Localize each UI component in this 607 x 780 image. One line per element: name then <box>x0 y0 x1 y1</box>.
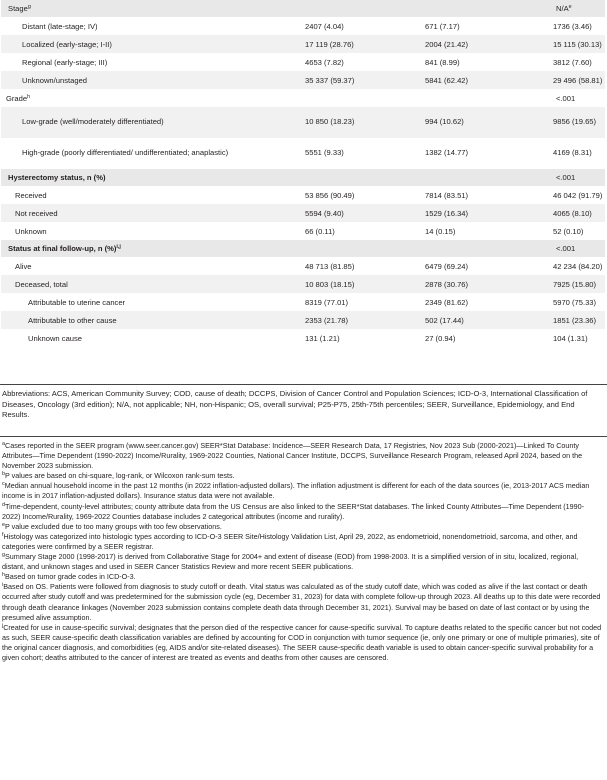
table-row <box>1 204 605 222</box>
group2-value: 52 (0.10) <box>553 226 584 236</box>
footnote-d: $^d$Time-dependent, county-level attributes; county attribute data from the US Census are also linked to the SEER*Stat databases. The linked County Attributes—Time Dependent (1990-2022) Income/Rurality, 1969-2022 Counties database includes 2 categorical attributes (income and rurality). <box>2 501 585 521</box>
row-label: Attributable to other cause <box>1 311 305 329</box>
characteristics-table <box>1 0 605 347</box>
group2-value: 7925 (15.80) <box>553 275 605 293</box>
total-value: 48 713 (81.85) <box>305 261 355 271</box>
grade-footnote-mark: h <box>27 93 31 100</box>
group2-value: 3812 (7.60) <box>553 57 592 67</box>
footnote-a: $^a$Cases reported in the SEER program (www.seer.cancer.gov) SEER*Stat Database: Incidence—SEER Research Data, 17 Registries, Nov 2023 Sub (2000-2021)—Linked To County Attributes—Time Dependent (1990-2022) Income/Rurality, 1969-2022 Counties, National Cancer Institute, DCCPS, Surveillance Research Program, released April 2024, based on the November 2023 submission. <box>2 441 583 471</box>
footnote-e: $^e$P value excluded due to too many groups with too few observations. <box>2 521 222 531</box>
grade-header-row <box>1 89 605 107</box>
footnote-j: $^j$Created for use in cause-specific survival; designates that the person died of the respective cancer for cause-specific survival. To capture deaths related to the specific cancer but not coded as such, SEER cause-specific death classification variables are defined by accounting for COD in conjunction with tumor sequence (ie, only one primary or one of multiple primaries), site of the original cancer diagnosis, and comorbidities (eg, AIDS and/or site-related diseases). The SEER cause-specific death variable is used to obtain cancer-specific survival probability for a given cohort; deaths attributed to the cancer of interest are treated as events and deaths from other causes are censored. <box>2 622 602 662</box>
total-value: 53 856 (90.49) <box>305 190 355 200</box>
group1-value: 7814 (83.51) <box>425 190 469 200</box>
final-status-header-row <box>1 240 605 257</box>
footnote-b: $^b$P values are based on chi-square, log-rank, or Wilcoxon rank-sum tests. <box>2 471 235 481</box>
table-row <box>1 293 605 311</box>
stage-p-value: N/A <box>556 4 569 13</box>
table-row <box>1 138 605 169</box>
footnote-h: $^h$Based on tumor grade codes in ICD-O-3. <box>2 572 136 582</box>
stage-label: Stage <box>8 4 28 13</box>
hysterectomy-p-value: <.001 <box>553 169 605 186</box>
abbreviations-note: Abbreviations: ACS, American Community Survey; COD, cause of death; DCCPS, Division of Cancer Control and Population Sciences; ICD-O-3, International Classification of Diseases, Oncology (3rd edition); N/A, not applicable; NH, non-Hispanic; OS, overall survival; P25-P75, 25th-75th percentiles; SEER, Surveillance, Epidemiology, and End Results. <box>2 389 588 420</box>
row-label: Regional (early-stage; III) <box>22 57 108 67</box>
group1-value: 1529 (16.34) <box>425 204 553 222</box>
footnote-i: $^i$Based on OS. Patients were followed from diagnosis to study cutoff or death. Vital status was calculated as of the study cutoff date, which was coded as alive if the last contact or death occurred after study cutoff and was predetermined for the submission cycle (eg, December 31, 2023) for data with complete follow-up through 2023. All deaths up to this date were recorded through death clearance linkages (November 2023 submission contains complete death data through December 31, 2021). Survival may be based on date of last contact or by using the presumed alive assumption. <box>2 582 601 622</box>
footnote-g: $^g$Summary Stage 2000 (1998-2017) is derived from Collaborative Stage for 2004+ and extent of disease (EOD) from 1998-2003. It is a simplified version of in situ, localized, regional, distant, and unknown stages and used in SEER Cancer Statistics Review and more recent SEER publications. <box>2 552 579 572</box>
total-value: 66 (0.11) <box>305 226 335 236</box>
hysterectomy-label: Hysterectomy status, n (%) <box>1 169 305 186</box>
row-label: High-grade (poorly differentiated/ undifferentiated; anaplastic) <box>22 148 229 158</box>
row-label: Not received <box>1 204 305 222</box>
stage-header-row <box>1 0 605 17</box>
total-value: 35 337 (59.37) <box>305 71 425 89</box>
group2-value: 5970 (75.33) <box>553 297 597 307</box>
total-value: 5594 (9.40) <box>305 204 425 222</box>
group2-value: 42 234 (84.20) <box>553 261 603 271</box>
total-value: 5551 (9.33) <box>305 148 344 158</box>
group2-value: 4169 (8.31) <box>553 148 592 158</box>
table-row <box>1 17 605 35</box>
footnote-f: $^f$Histology was categorized into histologic types according to ICD-O-3 SEER Site/Histology Validation List, April 29, 2022, as endometrioid, nonendometrioid, sarcoma, and other, and categories were confirmed by a SEER registrar. <box>2 531 578 551</box>
total-value: 10 803 (18.15) <box>305 275 425 293</box>
table-row <box>1 107 605 138</box>
table-row <box>1 53 605 71</box>
table-row <box>1 186 605 204</box>
row-label: Unknown <box>15 226 47 236</box>
total-value: 10 850 (18.23) <box>305 107 425 138</box>
table-row <box>1 275 605 293</box>
row-label: Localized (early-stage; I-II) <box>1 35 305 53</box>
table-row <box>1 35 605 53</box>
stage-p-footnote-mark: e <box>568 4 572 10</box>
table-bottom-rule <box>0 384 607 385</box>
table-row <box>1 311 605 329</box>
group1-value: 994 (10.62) <box>425 107 553 138</box>
group1-value: 2878 (30.76) <box>425 275 553 293</box>
row-label: Distant (late-stage; IV) <box>22 21 98 31</box>
group2-value: 1851 (23.36) <box>553 311 605 329</box>
total-value: 8319 (77.01) <box>305 297 349 307</box>
grade-label: Grade <box>6 93 28 103</box>
group2-value: 46 042 (91.79) <box>553 190 603 200</box>
group1-value: 5841 (62.42) <box>425 71 553 89</box>
final-status-label: Status at final follow-up, n (%) <box>8 244 117 253</box>
table-row <box>1 257 605 275</box>
total-value: 131 (1.21) <box>305 333 340 343</box>
row-label: Unknown/unstaged <box>1 71 305 89</box>
row-label: Alive <box>15 261 32 271</box>
group1-value: 6479 (69.24) <box>425 261 469 271</box>
row-label: Deceased, total <box>1 275 305 293</box>
group1-value: 502 (17.44) <box>425 311 553 329</box>
group2-value: 4065 (8.10) <box>553 204 605 222</box>
group2-value: 29 496 (58.81) <box>553 71 605 89</box>
total-value: 17 119 (28.76) <box>305 35 425 53</box>
group1-value: 14 (0.15) <box>425 226 456 236</box>
table-row <box>1 329 605 347</box>
group1-value: 2004 (21.42) <box>425 35 553 53</box>
footnote-c: $^c$Median annual household income in the past 12 months (in 2022 inflation-adjusted dollars). The inflation adjustment is different for each of the data sources (ie, 2013-2017 ACS median income is in 2017 inflation-adjusted dollars). Insurance status data were not available. <box>2 481 590 501</box>
footnotes <box>2 441 602 663</box>
group2-value: 9856 (19.65) <box>553 107 605 138</box>
group1-value: 671 (7.17) <box>425 21 460 31</box>
group1-value: 2349 (81.62) <box>425 297 469 307</box>
total-value: 4653 (7.82) <box>305 57 344 67</box>
stage-footnote-mark: g <box>27 4 31 10</box>
row-label: Unknown cause <box>28 333 83 343</box>
group2-value: 104 (1.31) <box>553 333 588 343</box>
group2-value: 15 115 (30.13) <box>553 35 605 53</box>
grade-p-value: <.001 <box>556 93 576 103</box>
row-label: Attributable to uterine cancer <box>28 297 126 307</box>
final-status-p-value: <.001 <box>553 240 605 257</box>
footnotes-divider <box>0 436 607 437</box>
group2-value: 1736 (3.46) <box>553 21 592 31</box>
group1-value: 841 (8.99) <box>425 57 460 67</box>
row-label: Received <box>15 190 47 200</box>
row-label: Low-grade (well/moderately differentiated) <box>1 107 305 138</box>
table-row <box>1 71 605 89</box>
table-row <box>1 222 605 240</box>
group1-value: 27 (0.94) <box>425 333 456 343</box>
group1-value: 1382 (14.77) <box>425 148 469 158</box>
total-value: 2353 (21.78) <box>305 311 425 329</box>
final-status-footnote-mark: i,j <box>116 244 121 250</box>
hysterectomy-header-row <box>1 169 605 186</box>
total-value: 2407 (4.04) <box>305 21 344 31</box>
